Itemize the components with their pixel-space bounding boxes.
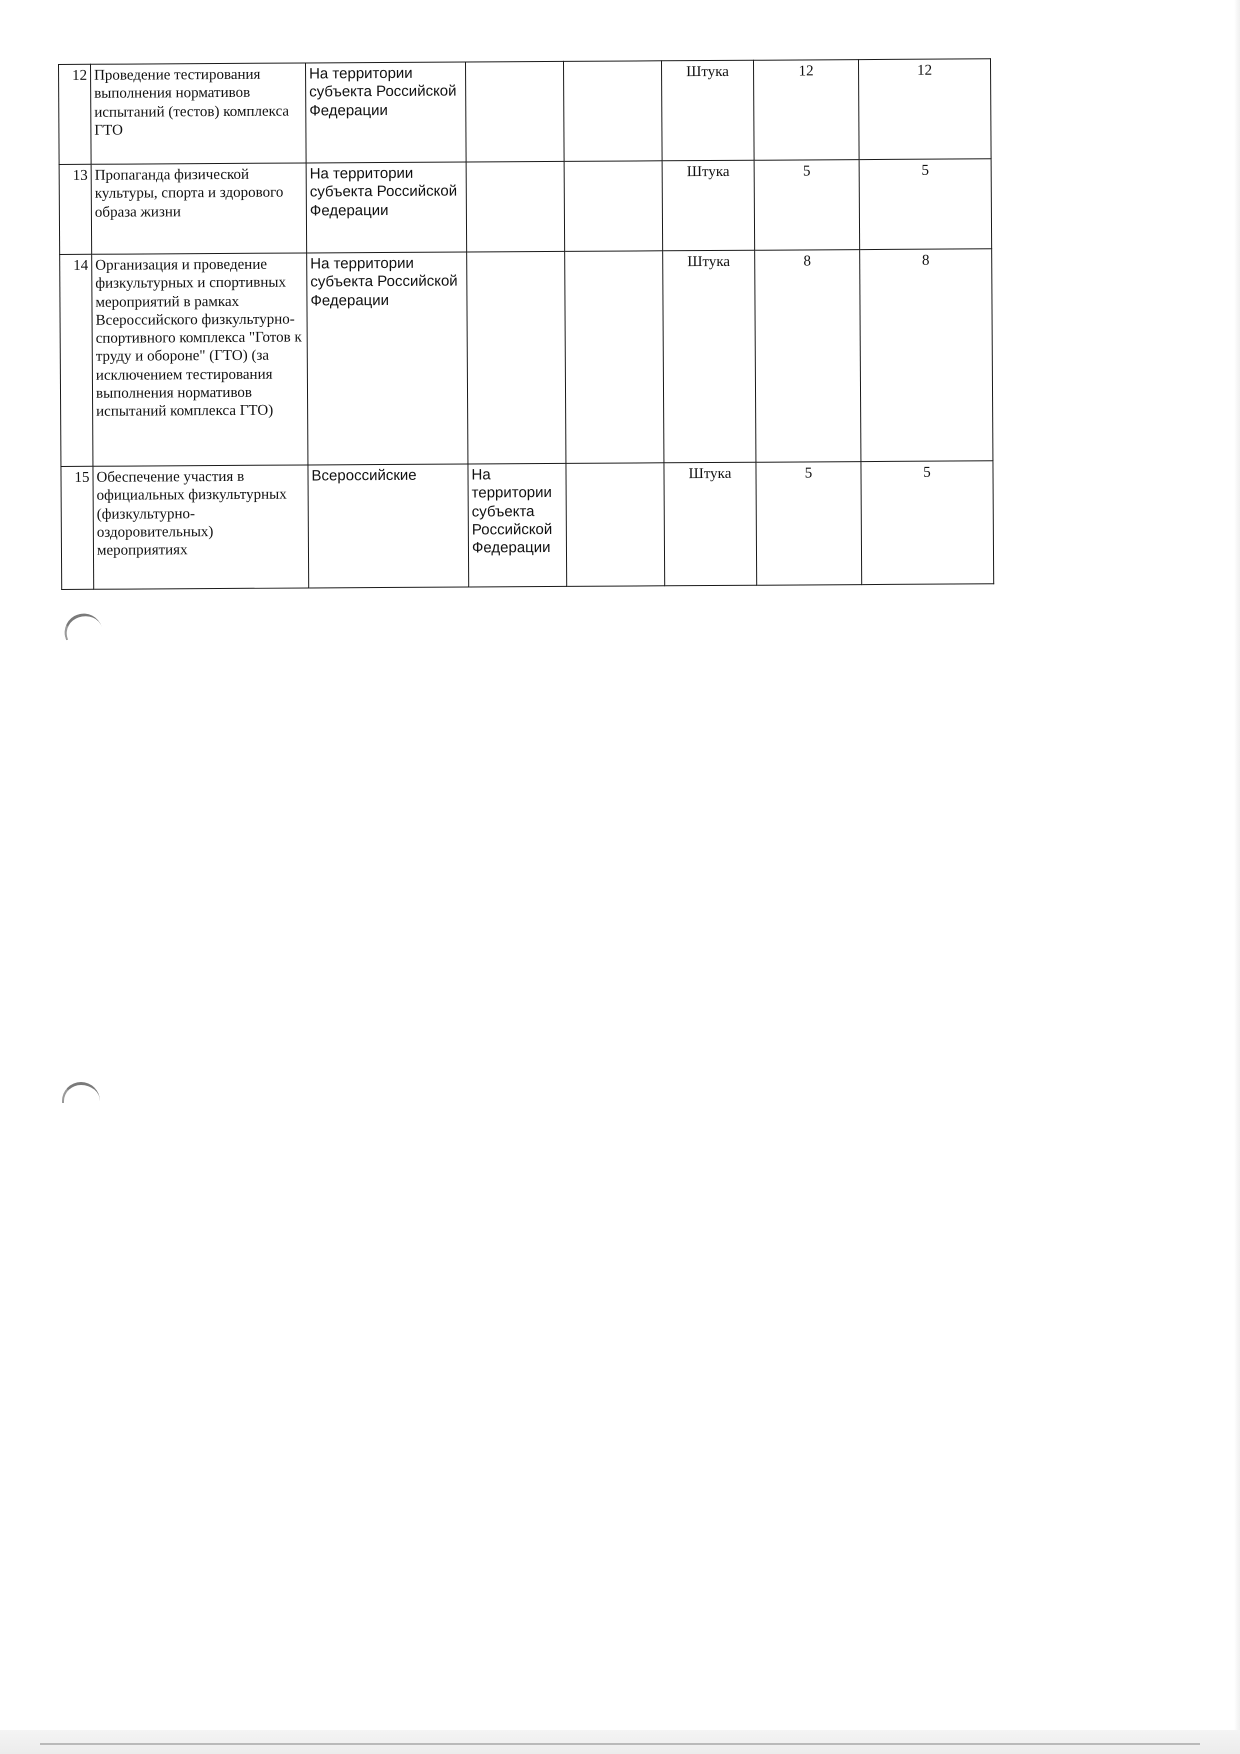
row-number: 13	[59, 164, 92, 254]
table-row	[60, 249, 993, 467]
service-name: Пропаганда физической культуры, спорта и здорового образа жизни	[91, 163, 307, 254]
empty-cell	[564, 161, 663, 252]
page-bottom-edge	[40, 1743, 1200, 1745]
value-cell: 5	[756, 462, 862, 586]
empty-cell	[563, 61, 662, 162]
unit-cell: Штука	[663, 250, 756, 463]
row-number: 14	[60, 254, 93, 466]
row-number: 12	[59, 64, 92, 164]
unit-cell: Штука	[664, 462, 757, 586]
service-name: Проведение тестирования выполнения нормативов испытаний (тестов) комплекса ГТО	[91, 63, 307, 164]
unit-cell: Штука	[661, 60, 754, 161]
empty-cell	[467, 251, 566, 464]
row-number: 15	[61, 466, 94, 589]
value-cell: 8	[860, 249, 993, 462]
value-cell: 5	[859, 159, 992, 250]
table-row	[59, 159, 992, 255]
punch-hole-mark	[60, 609, 103, 641]
service-place: На территории субъекта Российской Федерации	[307, 252, 468, 465]
page-bottom-shade	[0, 1730, 1240, 1754]
service-place: На территории субъекта Российской Федерации	[306, 162, 467, 253]
page-edge-shadow	[1234, 0, 1240, 1754]
service-level: Всероссийские	[308, 464, 469, 588]
table-row	[61, 461, 994, 590]
empty-cell	[565, 251, 664, 464]
empty-cell	[466, 161, 565, 252]
value-cell: 12	[753, 60, 859, 161]
value-cell: 12	[858, 59, 991, 160]
value-cell: 8	[755, 250, 861, 463]
punch-hole-mark	[62, 1082, 100, 1103]
service-name: Организация и проведение физкультурных и спортивных мероприятий в рамках Всероссийского физкультурно-спортивного комплекса "Готов к труду и обороне" (ГТО) (за исключением тестирования выполнения нормативов испытаний комплекса ГТО)	[92, 253, 308, 466]
empty-cell	[465, 61, 564, 162]
service-place: На территории субъекта Российской Федерации	[468, 463, 567, 587]
unit-cell: Штука	[662, 160, 755, 251]
value-cell: 5	[754, 160, 860, 251]
value-cell: 5	[861, 461, 994, 585]
services-table	[58, 58, 994, 590]
service-name: Обеспечение участия в официальных физкультурных (физкультурно-оздоровительных) мероприятиях	[93, 465, 309, 589]
service-place: На территории субъекта Российской Федерации	[305, 62, 466, 163]
empty-cell	[566, 463, 665, 587]
table-row	[59, 59, 992, 165]
